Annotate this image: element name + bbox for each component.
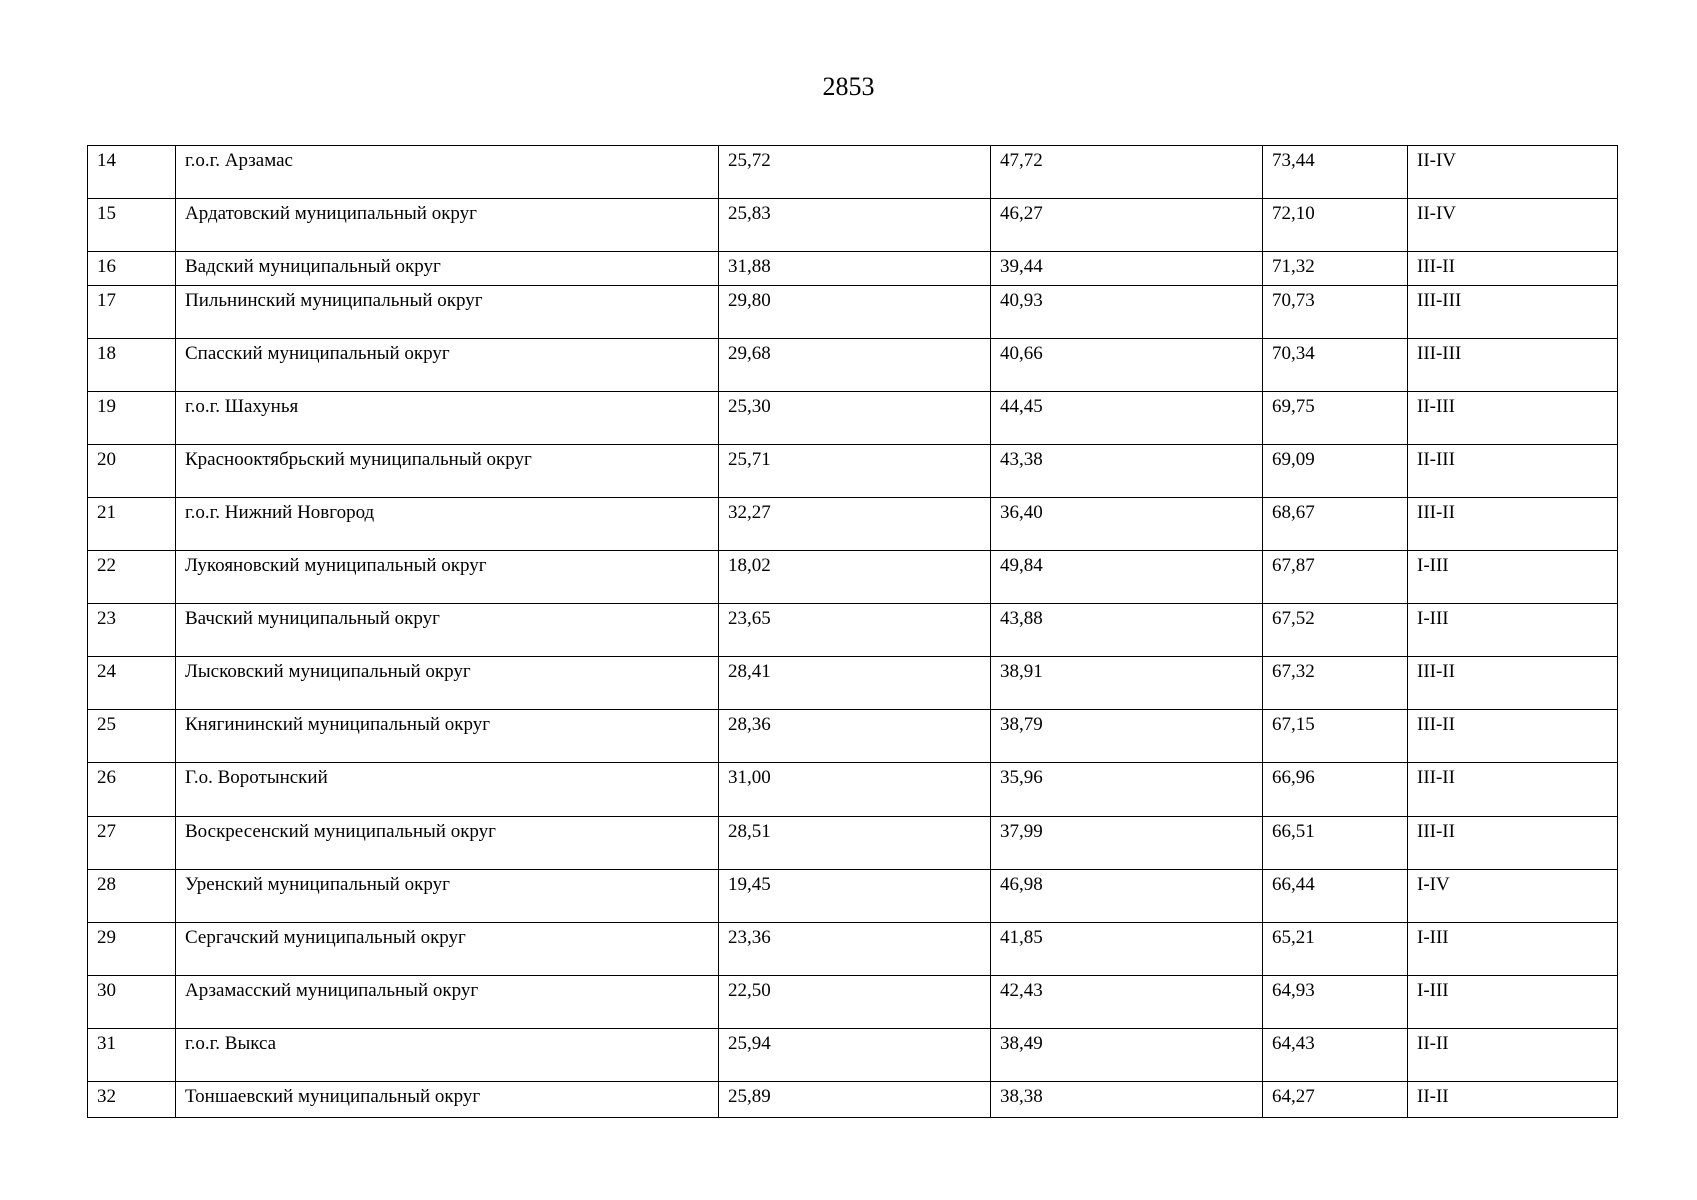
cell-municipality: Княгининский муниципальный округ: [176, 710, 719, 763]
cell-value-1: 18,02: [719, 551, 991, 604]
cell-municipality: Пильнинский муниципальный округ: [176, 286, 719, 339]
table-row: [88, 339, 1618, 392]
cell-total: 66,51: [1263, 817, 1408, 870]
cell-number: 22: [88, 551, 176, 604]
cell-group: I-III: [1408, 923, 1618, 976]
cell-number: 16: [88, 252, 176, 286]
cell-group: III-II: [1408, 817, 1618, 870]
table-row: [88, 763, 1618, 817]
cell-group: I-III: [1408, 551, 1618, 604]
cell-number: 21: [88, 498, 176, 551]
cell-total: 66,44: [1263, 870, 1408, 923]
cell-municipality: Тоншаевский муниципальный округ: [176, 1082, 719, 1118]
cell-total: 68,67: [1263, 498, 1408, 551]
table-row: [88, 146, 1618, 199]
cell-number: 23: [88, 604, 176, 657]
table-row: [88, 604, 1618, 657]
cell-number: 24: [88, 657, 176, 710]
cell-group: II-II: [1408, 1029, 1618, 1082]
cell-value-2: 43,88: [991, 604, 1263, 657]
cell-total: 67,52: [1263, 604, 1408, 657]
cell-number: 18: [88, 339, 176, 392]
cell-number: 17: [88, 286, 176, 339]
cell-value-1: 25,30: [719, 392, 991, 445]
cell-number: 14: [88, 146, 176, 199]
cell-number: 27: [88, 817, 176, 870]
cell-municipality: г.о.г. Арзамас: [176, 146, 719, 199]
page-number: 2853: [822, 72, 875, 101]
cell-value-2: 38,38: [991, 1082, 1263, 1118]
cell-municipality: Вачский муниципальный округ: [176, 604, 719, 657]
cell-value-2: 36,40: [991, 498, 1263, 551]
cell-group: III-II: [1408, 763, 1618, 817]
cell-value-2: 38,79: [991, 710, 1263, 763]
cell-group: II-III: [1408, 445, 1618, 498]
cell-group: II-IV: [1408, 146, 1618, 199]
cell-number: 32: [88, 1082, 176, 1118]
cell-number: 20: [88, 445, 176, 498]
cell-value-2: 42,43: [991, 976, 1263, 1029]
cell-number: 15: [88, 199, 176, 252]
cell-municipality: Лысковский муниципальный округ: [176, 657, 719, 710]
cell-municipality: Сергачский муниципальный округ: [176, 923, 719, 976]
cell-number: 19: [88, 392, 176, 445]
cell-value-1: 22,50: [719, 976, 991, 1029]
cell-number: 30: [88, 976, 176, 1029]
cell-group: III-II: [1408, 252, 1618, 286]
cell-total: 69,09: [1263, 445, 1408, 498]
cell-total: 71,32: [1263, 252, 1408, 286]
table-row: [88, 710, 1618, 763]
cell-value-1: 31,88: [719, 252, 991, 286]
cell-total: 66,96: [1263, 763, 1408, 817]
cell-number: 28: [88, 870, 176, 923]
cell-value-2: 40,93: [991, 286, 1263, 339]
cell-value-2: 38,49: [991, 1029, 1263, 1082]
cell-group: I-IV: [1408, 870, 1618, 923]
table-row: [88, 199, 1618, 252]
cell-value-2: 39,44: [991, 252, 1263, 286]
cell-value-2: 44,45: [991, 392, 1263, 445]
cell-group: II-II: [1408, 1082, 1618, 1118]
cell-group: I-III: [1408, 604, 1618, 657]
cell-value-2: 41,85: [991, 923, 1263, 976]
data-table: [87, 145, 1618, 1118]
cell-municipality: г.о.г. Нижний Новгород: [176, 498, 719, 551]
table-row: [88, 392, 1618, 445]
cell-value-1: 25,94: [719, 1029, 991, 1082]
cell-group: III-III: [1408, 286, 1618, 339]
cell-value-2: 43,38: [991, 445, 1263, 498]
cell-value-2: 46,27: [991, 199, 1263, 252]
cell-group: III-II: [1408, 498, 1618, 551]
cell-total: 70,73: [1263, 286, 1408, 339]
cell-value-1: 32,27: [719, 498, 991, 551]
cell-municipality: г.о.г. Шахунья: [176, 392, 719, 445]
cell-value-2: 49,84: [991, 551, 1263, 604]
cell-municipality: г.о.г. Выкса: [176, 1029, 719, 1082]
cell-value-2: 37,99: [991, 817, 1263, 870]
cell-group: III-II: [1408, 657, 1618, 710]
cell-total: 67,15: [1263, 710, 1408, 763]
table-row: [88, 551, 1618, 604]
cell-value-1: 29,80: [719, 286, 991, 339]
cell-total: 73,44: [1263, 146, 1408, 199]
cell-number: 29: [88, 923, 176, 976]
cell-municipality: Лукояновский муниципальный округ: [176, 551, 719, 604]
cell-total: 69,75: [1263, 392, 1408, 445]
cell-total: 70,34: [1263, 339, 1408, 392]
table-row: [88, 498, 1618, 551]
cell-group: II-IV: [1408, 199, 1618, 252]
cell-number: 26: [88, 763, 176, 817]
table-row: [88, 286, 1618, 339]
cell-group: III-II: [1408, 710, 1618, 763]
table-row: [88, 817, 1618, 870]
table-row: [88, 923, 1618, 976]
table-row: [88, 445, 1618, 498]
cell-municipality: Г.о. Воротынский: [176, 763, 719, 817]
cell-value-1: 25,83: [719, 199, 991, 252]
cell-value-1: 29,68: [719, 339, 991, 392]
cell-value-2: 35,96: [991, 763, 1263, 817]
cell-total: 65,21: [1263, 923, 1408, 976]
cell-value-2: 40,66: [991, 339, 1263, 392]
cell-value-2: 38,91: [991, 657, 1263, 710]
cell-group: I-III: [1408, 976, 1618, 1029]
cell-value-2: 47,72: [991, 146, 1263, 199]
cell-value-1: 25,89: [719, 1082, 991, 1118]
cell-total: 72,10: [1263, 199, 1408, 252]
cell-municipality: Ардатовский муниципальный округ: [176, 199, 719, 252]
table-row: [88, 1029, 1618, 1082]
cell-group: III-III: [1408, 339, 1618, 392]
cell-municipality: Краснооктябрьский муниципальный округ: [176, 445, 719, 498]
cell-total: 67,32: [1263, 657, 1408, 710]
cell-group: II-III: [1408, 392, 1618, 445]
cell-number: 31: [88, 1029, 176, 1082]
cell-municipality: Арзамасский муниципальный округ: [176, 976, 719, 1029]
cell-value-1: 28,51: [719, 817, 991, 870]
cell-municipality: Вадский муниципальный округ: [176, 252, 719, 286]
cell-total: 64,93: [1263, 976, 1408, 1029]
cell-value-1: 23,36: [719, 923, 991, 976]
cell-value-1: 28,41: [719, 657, 991, 710]
cell-number: 25: [88, 710, 176, 763]
cell-value-1: 31,00: [719, 763, 991, 817]
table-row: [88, 1082, 1618, 1118]
table-body: [88, 146, 1618, 1118]
cell-value-1: 25,71: [719, 445, 991, 498]
cell-total: 67,87: [1263, 551, 1408, 604]
cell-value-1: 23,65: [719, 604, 991, 657]
cell-total: 64,27: [1263, 1082, 1408, 1118]
cell-total: 64,43: [1263, 1029, 1408, 1082]
cell-municipality: Уренский муниципальный округ: [176, 870, 719, 923]
cell-municipality: Воскресенский муниципальный округ: [176, 817, 719, 870]
table-row: [88, 870, 1618, 923]
table-row: [88, 252, 1618, 286]
cell-value-1: 19,45: [719, 870, 991, 923]
cell-value-1: 25,72: [719, 146, 991, 199]
cell-municipality: Спасский муниципальный округ: [176, 339, 719, 392]
table-row: [88, 976, 1618, 1029]
cell-value-1: 28,36: [719, 710, 991, 763]
table-row: [88, 657, 1618, 710]
cell-value-2: 46,98: [991, 870, 1263, 923]
